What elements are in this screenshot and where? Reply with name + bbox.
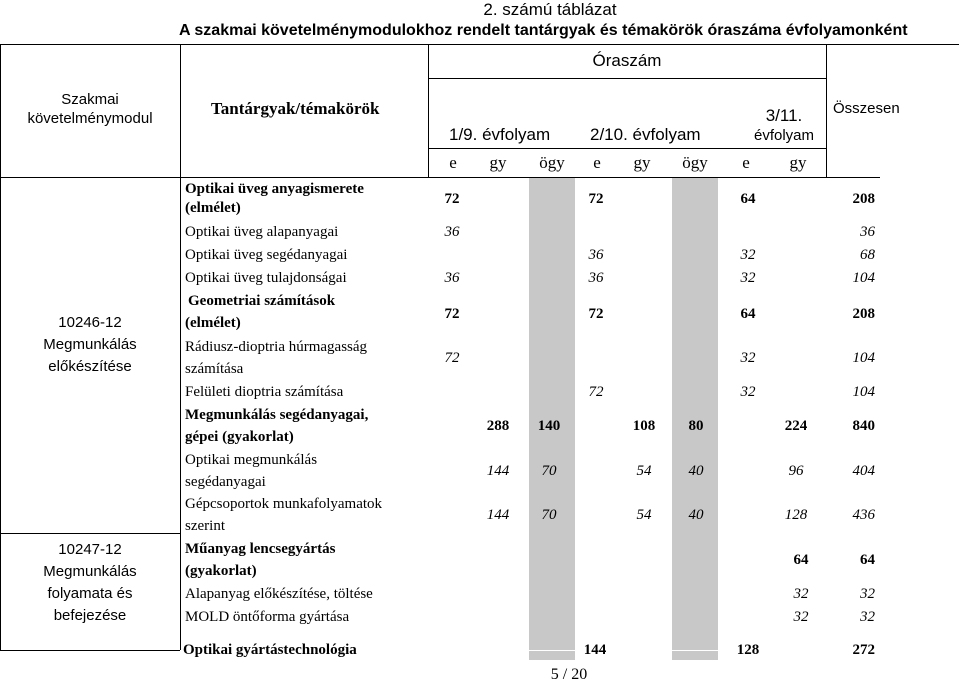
row-9-y2-gy: 54 [636,507,652,523]
row-4-name-line2: (elmélet) [185,315,241,331]
row-3-total: 104 [852,270,875,286]
row-9-y3-gy: 128 [784,507,808,523]
row-0-name-line2: (elmélet) [185,200,241,216]
row-5-name-line1: Rádiusz-dioptria húrmagasság [185,339,368,355]
table-number: 2. számú táblázat [483,0,617,19]
subheader-y3-gy: gy [789,153,807,172]
ogy-column-shade-1-tail [529,651,575,660]
row-4-y2-e: 72 [588,306,604,322]
total-header: Összesen [833,100,900,117]
subheader-y2-ogy: ögy [682,153,708,172]
row-9-y1-ogy: 70 [541,507,557,523]
year-3-header-line2: évfolyam [753,127,815,144]
row-10-name-line2: (gyakorlat) [185,563,257,579]
subheader-y2-e: e [593,153,601,172]
module-1-line3: előkészítése [48,358,132,375]
row-5-y3-e: 32 [740,350,756,366]
row-2-y2-e: 36 [588,247,604,263]
row-3-y2-e: 36 [588,270,604,286]
row-4-y3-e: 64 [740,306,756,322]
footer-row-y2: 144 [583,642,607,658]
module-1-line1: 10246-12 [58,314,122,331]
row-6-name: Felületi dioptria számítása [185,384,344,400]
row-8-y1-ogy: 70 [541,463,557,479]
row-7-y2-ogy: 80 [688,418,704,434]
row-8-y1-gy: 144 [486,463,510,479]
subjects-header: Tantárgyak/témakörök [211,99,380,118]
subheader-y1-e: e [449,153,457,172]
footer-row-total: 272 [852,642,875,658]
row-12-name: MOLD öntőforma gyártása [185,609,350,625]
row-11-y3-gy: 32 [793,586,809,602]
subheader-y1-ogy: ögy [539,153,565,172]
module-2-line4: befejezése [53,607,127,624]
year-3-header-line1: 3/11. [765,106,803,125]
subheader-y2-gy: gy [633,153,651,172]
row-7-name-line1: Megmunkálás segédanyagai, [185,407,369,423]
row-11-name: Alapanyag előkészítése, töltése [185,586,373,602]
row-3-y3-e: 32 [740,270,756,286]
modul-header-line1: Szakmai [61,91,119,108]
row-7-name-line2: gépei (gyakorlat) [185,429,294,445]
row-1-name: Optikai üveg alapanyagai [185,224,339,240]
row-7-y1-ogy: 140 [537,418,561,434]
row-0-name-line1: Optikai üveg anyagismerete [185,181,364,197]
ogy-column-shade-1 [529,177,575,650]
row-0-y3-e: 64 [740,191,756,207]
module-2-line1: 10247-12 [58,541,122,558]
row-2-total: 68 [860,247,875,263]
row-9-name-line1: Gépcsoportok munkafolyamatok [185,496,383,512]
module-2-line3: folyamata és [47,585,133,602]
row-5-total: 104 [852,350,875,366]
module-2-line2: Megmunkálás [43,563,137,580]
row-8-y2-ogy: 40 [688,463,704,479]
row-6-y2-e: 72 [588,384,604,400]
ogy-column-shade-2 [672,177,718,650]
row-1-total: 36 [860,224,875,240]
row-9-y1-gy: 144 [486,507,510,523]
row-7-y2-gy: 108 [632,418,656,434]
row-4-y1-e: 72 [444,306,460,322]
row-12-y3-gy: 32 [793,609,809,625]
subheader-y1-gy: gy [489,153,507,172]
row-4-name-line1: Geometriai számítások [188,293,336,309]
row-8-y3-gy: 96 [788,463,804,479]
row-1-y1-e: 36 [444,224,460,240]
row-9-y2-ogy: 40 [688,507,704,523]
footer-row-y3: 128 [736,642,760,658]
row-10-total: 64 [860,552,875,568]
row-0-y2-e: 72 [588,191,604,207]
oraszam-header: Óraszám [592,51,662,70]
row-9-total: 436 [852,507,875,523]
row-8-y2-gy: 54 [636,463,652,479]
row-11-total: 32 [860,586,875,602]
table-title: A szakmai követelménymodulokhoz rendelt tantárgyak és témakörök óraszáma évfolyamonként [179,22,908,39]
row-2-name: Optikai üveg segédanyagai [185,247,348,263]
row-5-name-line2: számítása [185,361,244,377]
row-0-y1-e: 72 [444,191,460,207]
row-7-total: 840 [852,418,875,434]
modul-header-line2: követelménymodul [27,110,153,127]
footer-row-name: Optikai gyártástechnológia [183,642,357,658]
row-7-y3-gy: 224 [784,418,808,434]
row-10-y3-gy: 64 [793,552,809,568]
row-7-y1-gy: 288 [486,418,510,434]
row-3-name: Optikai üveg tulajdonságai [185,270,347,286]
row-8-total: 404 [852,463,875,479]
year-1-header: 1/9. évfolyam [449,125,551,144]
row-8-name-line2: segédanyagai [185,474,266,490]
ogy-column-shade-2-tail [672,651,718,660]
row-6-total: 104 [852,384,875,400]
row-12-total: 32 [860,609,875,625]
row-3-y1-e: 36 [444,270,460,286]
row-8-name-line1: Optikai megmunkálás [185,452,318,468]
row-6-y3-e: 32 [740,384,756,400]
year-2-header: 2/10. évfolyam [590,125,701,144]
page-number: 5 / 20 [550,666,588,683]
row-2-y3-e: 32 [740,247,756,263]
subheader-y3-e: e [742,153,750,172]
row-10-name-line1: Műanyag lencsegyártás [185,541,336,557]
row-4-total: 208 [852,306,875,322]
row-9-name-line2: szerint [185,518,225,534]
module-1-line2: Megmunkálás [43,336,137,353]
row-0-total: 208 [852,191,875,207]
row-5-y1-e: 72 [444,350,460,366]
